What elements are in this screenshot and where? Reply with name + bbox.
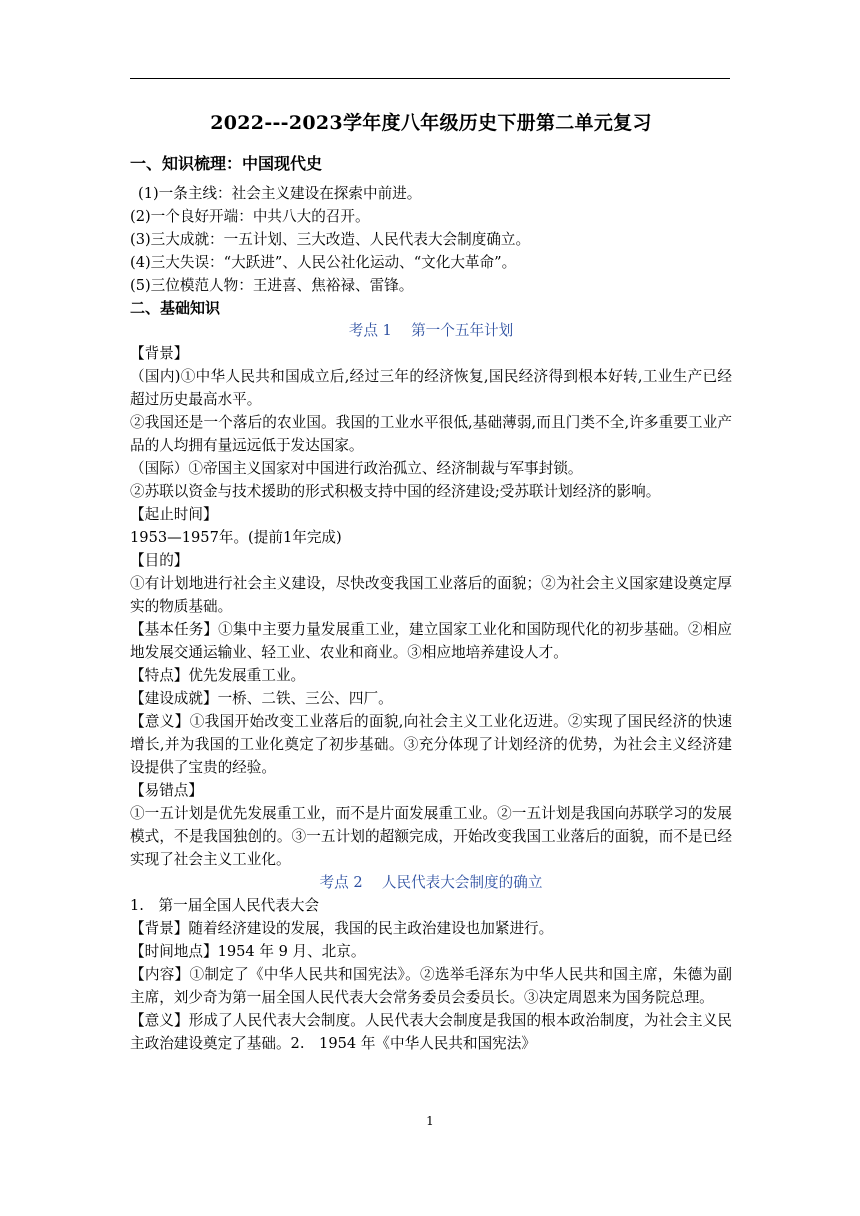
- document-title: 2022---2023学年度八年级历史下册第二单元复习: [210, 112, 652, 134]
- paragraph: 【时间地点】1954 年 9 月、北京。: [130, 943, 366, 960]
- paragraph: ①有计划地进行社会主义建设，尽快改变我国工业落后的面貌；②为社会主义国家建设奠定厚实的物质基础。: [130, 575, 732, 615]
- paragraph: 【特点】优先发展重工业。: [130, 667, 306, 684]
- list-item: (4)三大失误：“大跃进”、人民公社化运动、“文化大革命”。: [130, 254, 517, 271]
- kaodian1-title: 考点 1 第一个五年计划: [348, 322, 514, 339]
- section1-heading: 一、知识梳理：中国现代史: [130, 154, 323, 173]
- list-item: (3)三大成就：一五计划、三大改造、人民代表大会制度确立。: [130, 231, 531, 248]
- paragraph: 【意义】①我国开始改变工业落后的面貌,向社会主义工业化迈进。②实现了国民经济的快速增长,并为我国的工业化奠定了初步基础。③充分体现了计划经济的优势，为社会主义经济建设提供了宝贵的经验。: [130, 713, 732, 776]
- header-rule: [130, 78, 730, 79]
- list-item: (1)一条主线：社会主义建设在探索中前进。: [138, 185, 422, 202]
- paragraph: 【易错点】: [130, 782, 203, 799]
- paragraph: 1953—1957年。(提前1年完成): [130, 529, 342, 546]
- kaodian2-title: 考点 2 人民代表大会制度的确立: [319, 874, 543, 891]
- paragraph: 【背景】: [130, 345, 189, 362]
- paragraph: 【意义】形成了人民代表大会制度。人民代表大会制度是我国的根本政治制度，为社会主义民主政治建设奠定了基础。2. 1954 年《中华人民共和国宪法》: [130, 1012, 732, 1052]
- paragraph: ②我国还是一个落后的农业国。我国的工业水平很低,基础薄弱,而且门类不全,许多重要工业产品的人均拥有量远远低于发达国家。: [130, 414, 732, 454]
- paragraph: ②苏联以资金与技术援助的形式积极支持中国的经济建设;受苏联计划经济的影响。: [130, 483, 661, 500]
- paragraph: 【建设成就】一桥、二铁、三公、四厂。: [130, 690, 393, 707]
- kaodian2-body: [130, 894, 732, 1055]
- paragraph: 【内容】①制定了《中华人民共和国宪法》。②选举毛泽东为中华人民共和国主席，朱德为副主席，刘少奇为第一届全国人民代表大会常务委员会委员长。③决定周恩来为国务院总理。: [130, 966, 732, 1006]
- paragraph: 【目的】: [130, 552, 189, 569]
- document-body: [130, 108, 732, 1055]
- paragraph: （国际）①帝国主义国家对中国进行政治孤立、经济制裁与军事封锁。: [130, 460, 583, 477]
- page-number: 1: [426, 1114, 434, 1128]
- list-item: (5)三位模范人物：王进喜、焦裕禄、雷锋。: [130, 277, 414, 294]
- paragraph: （国内)①中华人民共和国成立后,经过三年的经济恢复,国民经济得到根本好转,工业生产已经超过历史最高水平。: [130, 368, 732, 408]
- paragraph: 【起止时间】: [130, 506, 218, 523]
- paragraph: 【背景】随着经济建设的发展，我国的民主政治建设也加紧进行。: [130, 920, 554, 937]
- list-item: (2)一个良好开端：中共八大的召开。: [130, 208, 370, 225]
- kaodian1-body: [130, 342, 732, 871]
- section1-list: [130, 182, 732, 297]
- paragraph: ①一五计划是优先发展重工业，而不是片面发展重工业。②一五计划是我国向苏联学习的发展模式，不是我国独创的。③一五计划的超额完成，开始改变我国工业落后的面貌，而不是已经实现了社会主义工业化。: [130, 805, 732, 868]
- section2-heading: 二、基础知识: [130, 299, 221, 317]
- paragraph: 【基本任务】①集中主要力量发展重工业，建立国家工业化和国防现代化的初步基础。②相应地发展交通运输业、轻工业、农业和商业。③相应地培养建设人才。: [130, 621, 732, 661]
- paragraph: 1. 第一届全国人民代表大会: [130, 897, 320, 914]
